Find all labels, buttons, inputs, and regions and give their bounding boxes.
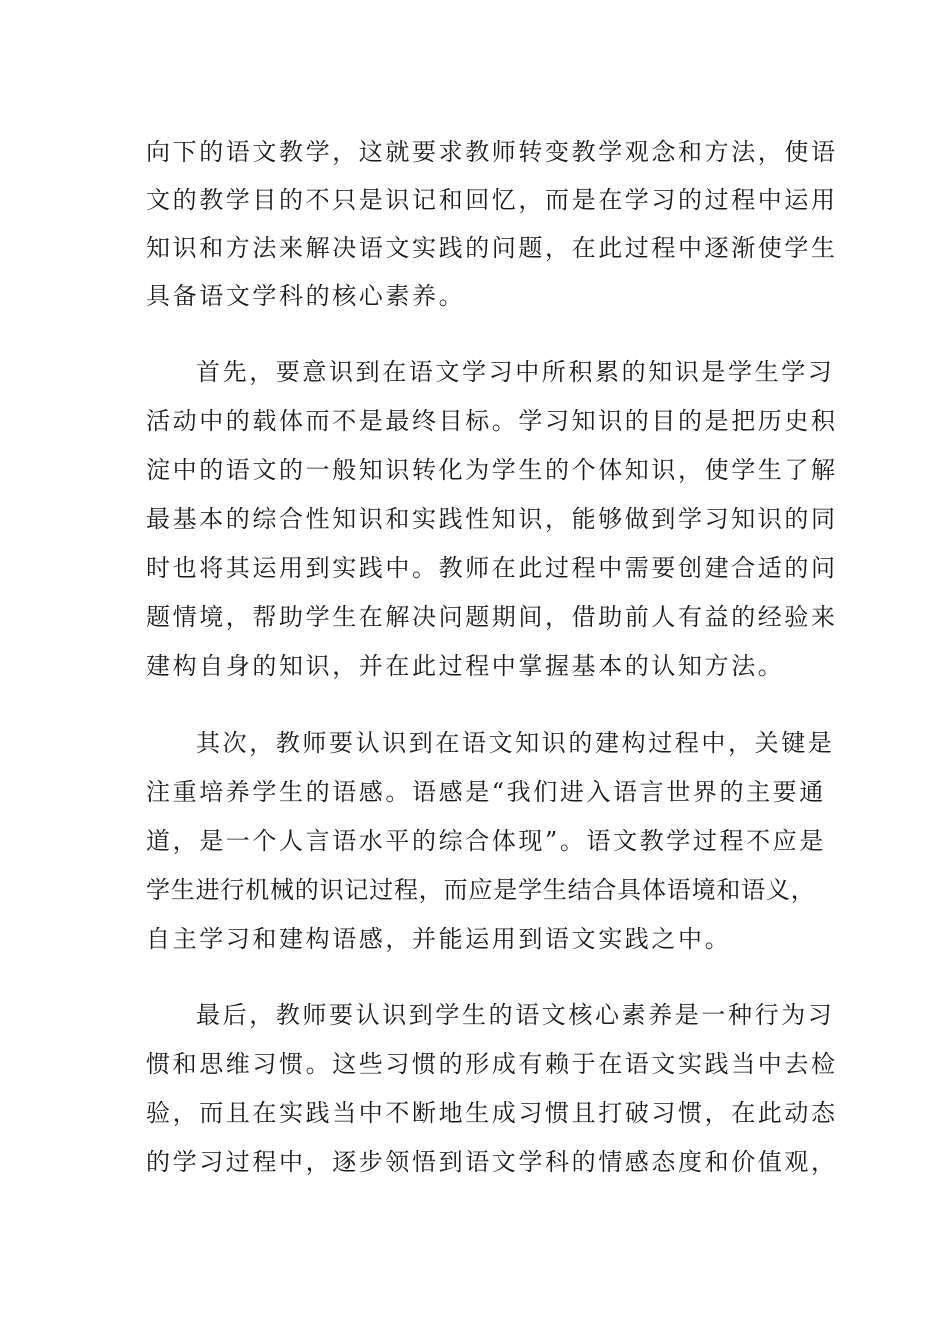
paragraph-3-line-2: 注重培养学生的语感。语感是“我们进入语言世界的主要通 xyxy=(146,778,826,806)
paragraph-1-line-2: 文的教学目的不只是识记和回忆，而是在学习的过程中运用 xyxy=(146,186,838,214)
paragraph-2-line-1: 首先，要意识到在语文学习中所积累的知识是学生学习 xyxy=(196,358,835,386)
paragraph-2-line-7: 建构自身的知识，并在此过程中掌握基本的认知方法。 xyxy=(146,652,785,680)
paragraph-4-line-4: 的学习过程中，逐步领悟到语文学科的情感态度和价值观， xyxy=(146,1148,838,1176)
paragraph-1-line-1: 向下的语文教学，这就要求教师转变教学观念和方法，使语 xyxy=(146,138,838,166)
paragraph-3-line-4: 学生进行机械的识记过程，而应是学生结合具体语境和语义， xyxy=(146,876,816,904)
paragraph-3-line-3: 道，是一个人言语水平的综合体现”。语文教学过程不应是 xyxy=(146,827,826,855)
paragraph-2-line-5: 时也将其运用到实践中。教师在此过程中需要创建合适的问 xyxy=(146,554,838,582)
paragraph-3-line-1: 其次，教师要认识到在语文知识的建构过程中，关键是 xyxy=(196,729,835,757)
paragraph-1-line-3: 知识和方法来解决语文实践的问题，在此过程中逐渐使学生 xyxy=(146,234,838,262)
paragraph-4-line-2: 惯和思维习惯。这些习惯的形成有赖于在语文实践当中去检 xyxy=(146,1050,838,1078)
paragraph-2-line-6: 题情境，帮助学生在解决问题期间，借助前人有益的经验来 xyxy=(146,603,838,631)
paragraph-2-line-2: 活动中的载体而不是最终目标。学习知识的目的是把历史积 xyxy=(146,407,838,435)
paragraph-4-line-1: 最后，教师要认识到学生的语文核心素养是一种行为习 xyxy=(196,1001,835,1029)
paragraph-2-line-3: 淀中的语文的一般知识转化为学生的个体知识，使学生了解 xyxy=(146,456,838,484)
paragraph-1-line-4: 具备语文学科的核心素养。 xyxy=(146,282,466,310)
paragraph-4-line-3: 验，而且在实践当中不断地生成习惯且打破习惯，在此动态 xyxy=(146,1099,838,1127)
paragraph-3-line-5: 自主学习和建构语感，并能运用到语文实践之中。 xyxy=(146,925,732,953)
paragraph-2-line-4: 最基本的综合性知识和实践性知识，能够做到学习知识的同 xyxy=(146,505,838,533)
